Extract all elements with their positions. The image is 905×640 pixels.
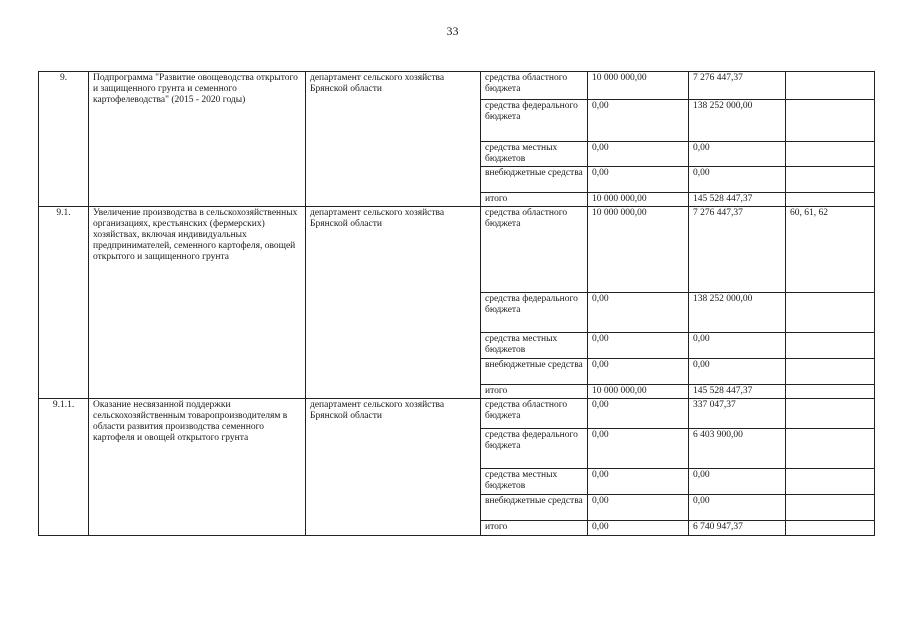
amount-col-1: 0,00 [588, 333, 689, 359]
amount-col-2: 145 528 447,37 [689, 385, 786, 399]
item-name: Увеличение производства в сельскохозяйственных организациях, крестьянских (фермерских) хозяйствах, включая индивидуальных предпринимателей, семенного картофеля, овощей открытого и защищенного грунта [89, 207, 306, 399]
funding-source: внебюджетные средства [481, 359, 588, 385]
indicators-empty-cell [786, 100, 875, 142]
item-indicators: 60, 61, 62 [786, 207, 875, 293]
amount-col-2: 138 252 000,00 [689, 100, 786, 142]
amount-col-1: 0,00 [588, 293, 689, 333]
indicators-empty-cell [786, 359, 875, 385]
item-number: 9. [39, 72, 89, 207]
amount-col-2: 6 403 900,00 [689, 429, 786, 469]
indicators-empty-cell [786, 333, 875, 359]
indicators-empty-cell [786, 521, 875, 536]
funding-source: средства областного бюджета [481, 207, 588, 293]
item-indicators [786, 72, 875, 100]
amount-col-1: 10 000 000,00 [588, 193, 689, 207]
funding-source: средства федерального бюджета [481, 100, 588, 142]
item-executor: департамент сельского хозяйства Брянской области [306, 207, 481, 399]
budget-table [38, 71, 875, 536]
indicators-empty-cell [786, 469, 875, 495]
indicators-empty-cell [786, 142, 875, 167]
amount-col-2: 0,00 [689, 142, 786, 167]
amount-col-1: 0,00 [588, 521, 689, 536]
indicators-empty-cell [786, 167, 875, 193]
item-executor: департамент сельского хозяйства Брянской области [306, 399, 481, 536]
indicators-empty-cell [786, 429, 875, 469]
amount-col-1: 0,00 [588, 495, 689, 521]
table-row [39, 399, 875, 429]
amount-col-2: 0,00 [689, 495, 786, 521]
funding-source: средства местных бюджетов [481, 469, 588, 495]
amount-col-1: 0,00 [588, 359, 689, 385]
table-row [39, 207, 875, 293]
amount-col-1: 10 000 000,00 [588, 207, 689, 293]
item-name: Подпрограмма "Развитие овощеводства открытого и защищенного грунта и семенного картофелеводства" (2015 - 2020 годы) [89, 72, 306, 207]
funding-source: внебюджетные средства [481, 495, 588, 521]
amount-col-2: 6 740 947,37 [689, 521, 786, 536]
amount-col-2: 7 276 447,37 [689, 207, 786, 293]
funding-source: средства областного бюджета [481, 399, 588, 429]
indicators-empty-cell [786, 193, 875, 207]
table-row [39, 72, 875, 100]
amount-col-1: 0,00 [588, 167, 689, 193]
indicators-empty-cell [786, 385, 875, 399]
amount-col-1: 10 000 000,00 [588, 385, 689, 399]
item-name: Оказание несвязанной поддержки сельскохозяйственным товаропроизводителям в области развития производства семенного картофеля и овощей открытого грунта [89, 399, 306, 536]
amount-col-1: 0,00 [588, 429, 689, 469]
funding-source: средства федерального бюджета [481, 429, 588, 469]
item-executor: департамент сельского хозяйства Брянской области [306, 72, 481, 207]
amount-col-2: 0,00 [689, 167, 786, 193]
page-number: 33 [446, 24, 459, 38]
budget-table-body [39, 72, 875, 536]
indicators-empty-cell [786, 293, 875, 333]
funding-source: средства местных бюджетов [481, 333, 588, 359]
amount-col-1: 10 000 000,00 [588, 72, 689, 100]
amount-col-2: 0,00 [689, 333, 786, 359]
funding-source: средства федерального бюджета [481, 293, 588, 333]
amount-col-2: 145 528 447,37 [689, 193, 786, 207]
indicators-empty-cell [786, 495, 875, 521]
amount-col-1: 0,00 [588, 142, 689, 167]
amount-col-2: 0,00 [689, 469, 786, 495]
amount-col-2: 0,00 [689, 359, 786, 385]
amount-col-1: 0,00 [588, 399, 689, 429]
item-number: 9.1.1. [39, 399, 89, 536]
amount-col-2: 138 252 000,00 [689, 293, 786, 333]
amount-col-1: 0,00 [588, 100, 689, 142]
funding-source: итого [481, 385, 588, 399]
funding-source: итого [481, 193, 588, 207]
funding-source: средства местных бюджетов [481, 142, 588, 167]
funding-source: итого [481, 521, 588, 536]
item-indicators [786, 399, 875, 429]
funding-source: внебюджетные средства [481, 167, 588, 193]
item-number: 9.1. [39, 207, 89, 399]
amount-col-2: 7 276 447,37 [689, 72, 786, 100]
amount-col-2: 337 047,37 [689, 399, 786, 429]
funding-source: средства областного бюджета [481, 72, 588, 100]
amount-col-1: 0,00 [588, 469, 689, 495]
